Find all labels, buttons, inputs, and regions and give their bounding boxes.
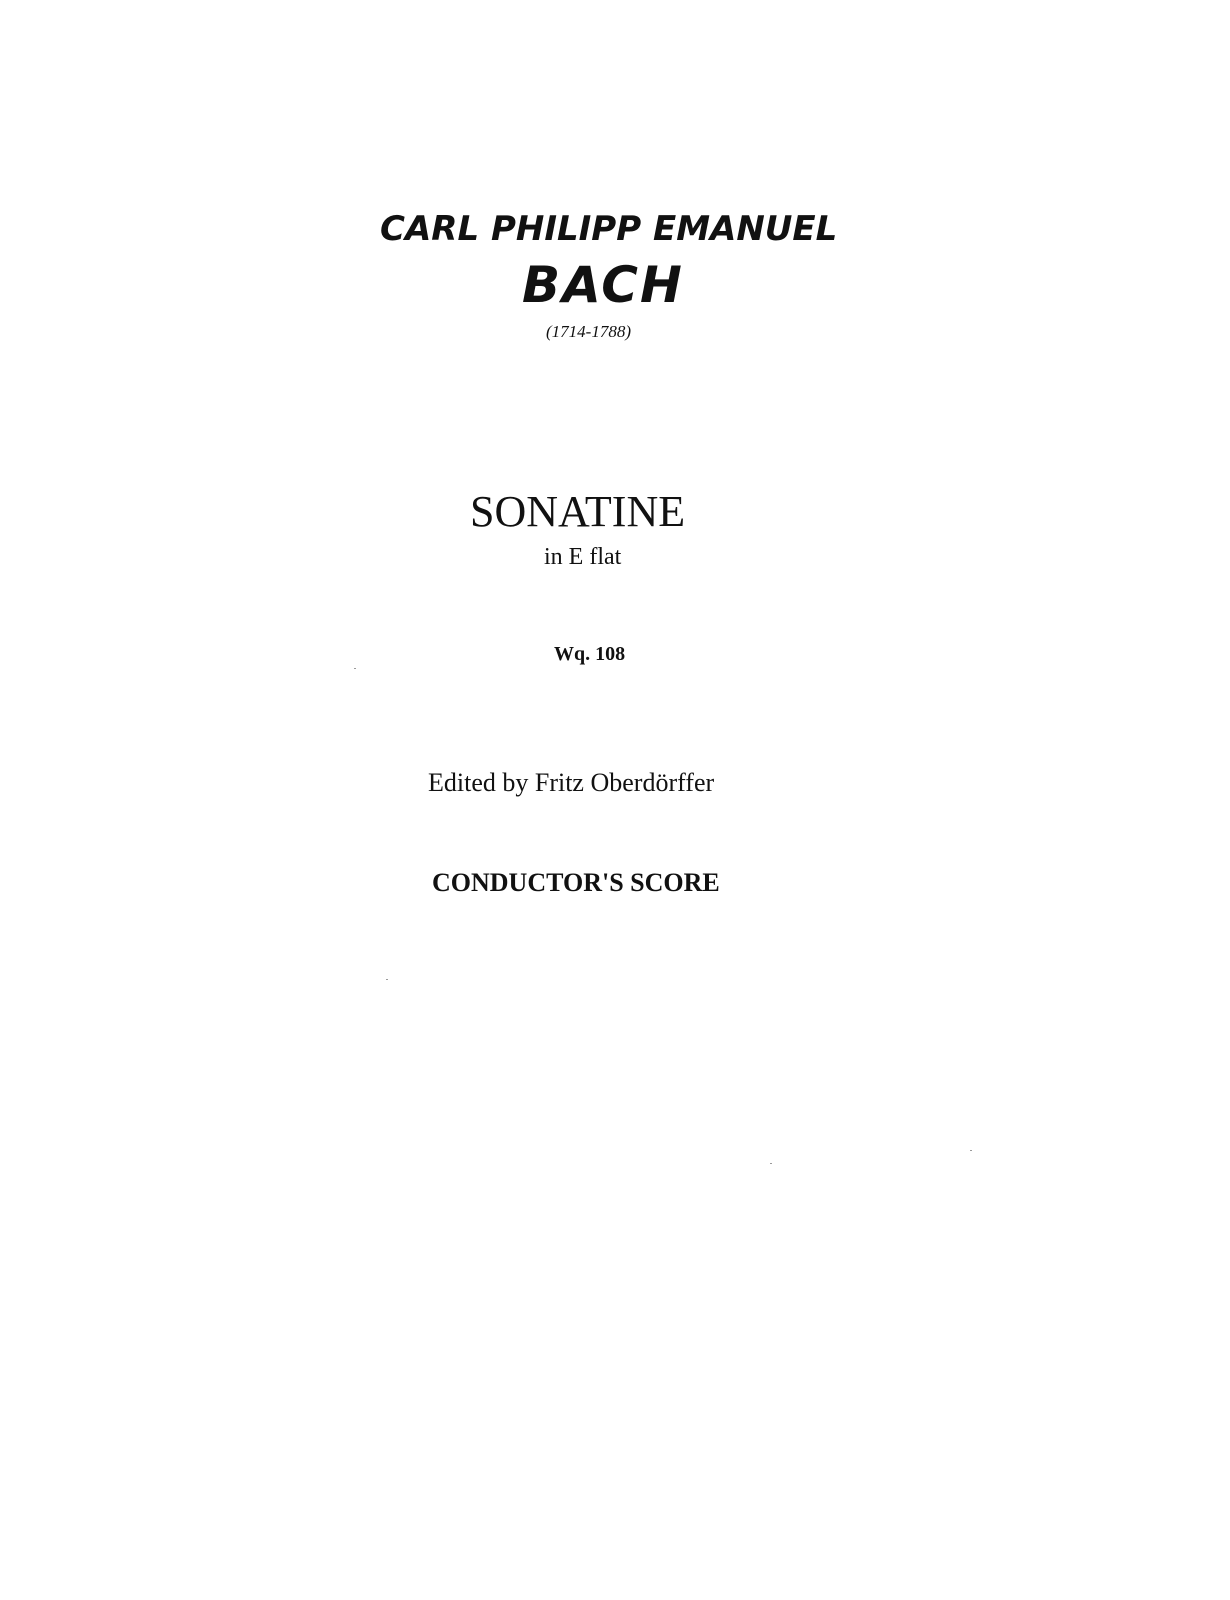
catalogue-number: Wq. 108 <box>554 643 626 665</box>
composer-given-names: CARL PHILIPP EMANUEL <box>380 209 838 249</box>
scan-speck <box>354 668 356 669</box>
composer-surname: BACH <box>522 256 684 314</box>
scan-speck <box>970 1150 972 1151</box>
scan-speck <box>770 1163 772 1164</box>
work-title: SONATINE <box>470 487 686 536</box>
score-type-label: CONDUCTOR'S SCORE <box>432 868 720 897</box>
work-key: in E flat <box>544 544 622 570</box>
scan-speck <box>386 979 388 980</box>
editor-credit: Edited by Fritz Oberdörffer <box>428 768 715 797</box>
composer-dates: (1714-1788) <box>546 322 631 341</box>
